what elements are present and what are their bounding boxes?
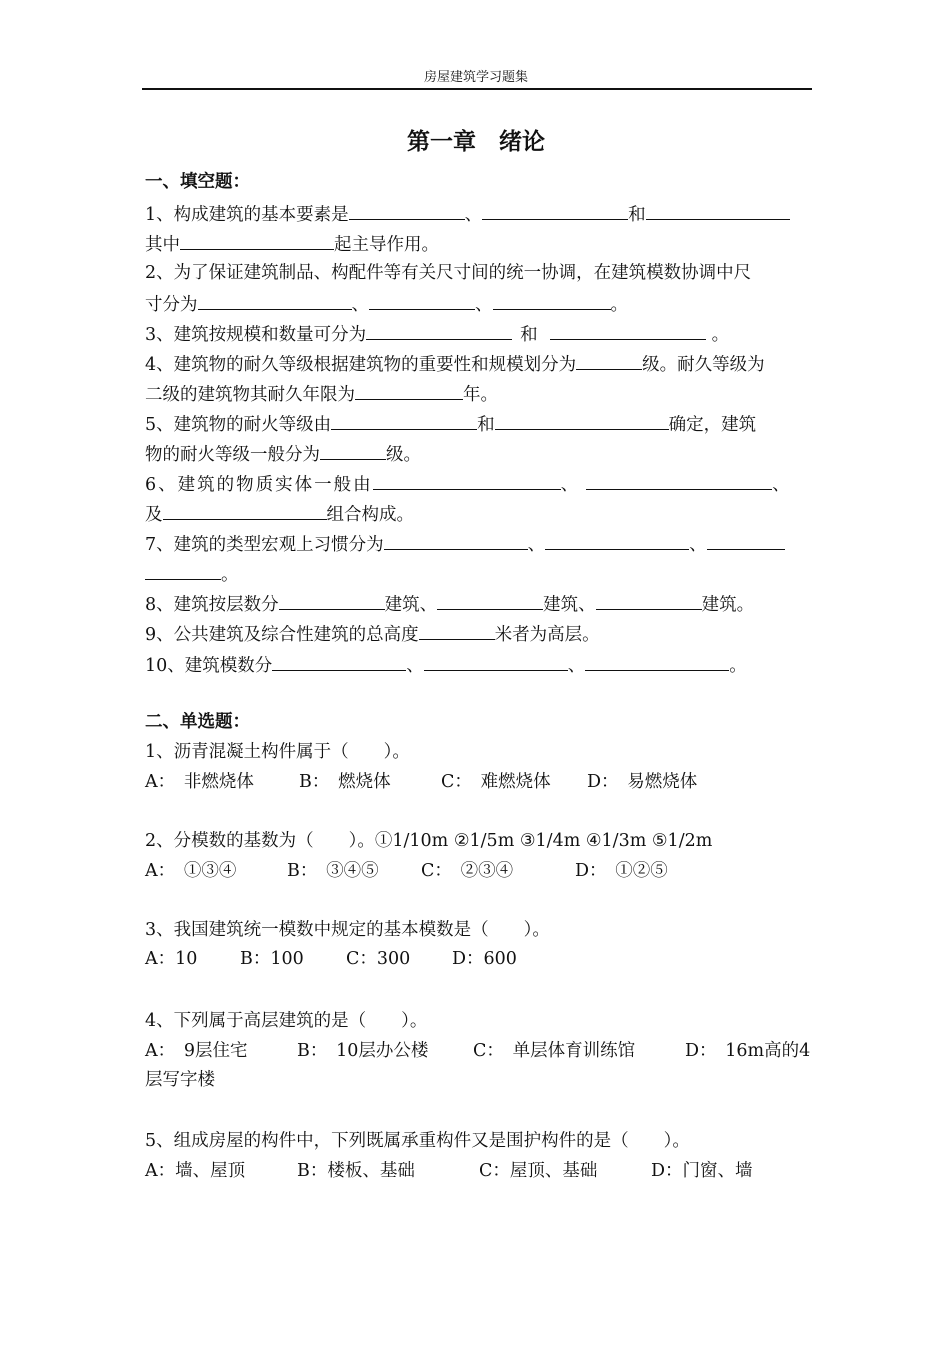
q4-text-a: 4、建筑物的耐久等级根据建筑物的重要性和规模划分为 xyxy=(145,355,577,375)
q4-text-b: 级。耐久等级为 xyxy=(642,355,765,375)
option-d: D：门窗、墙 xyxy=(651,1161,753,1181)
q2-text-c: 、 xyxy=(351,295,369,315)
q5-text-a: 5、建筑物的耐火等级由 xyxy=(145,415,332,435)
q6-text-d: 及 xyxy=(145,505,163,525)
q3-text-b: 和 xyxy=(520,325,538,345)
fill-question-4 xyxy=(145,351,765,377)
q1-text-e: 起主导作用。 xyxy=(334,235,439,255)
answer-blank xyxy=(355,381,463,400)
q9-text-a: 9、公共建筑及综合性建筑的总高度 xyxy=(145,625,419,645)
answer-blank xyxy=(366,321,512,340)
fill-question-10 xyxy=(145,652,747,678)
answer-blank xyxy=(550,321,706,340)
fill-question-1-cont xyxy=(145,231,439,257)
answer-blank xyxy=(373,471,561,490)
fill-question-1 xyxy=(145,201,790,227)
fill-question-3 xyxy=(145,321,729,347)
option-d: D： ①②⑤ xyxy=(575,861,668,881)
answer-blank xyxy=(384,531,528,550)
answer-blank xyxy=(585,652,729,671)
q7-text-b: 、 xyxy=(527,535,546,555)
answer-blank xyxy=(646,201,790,220)
q10-text-a: 10、建筑模数分 xyxy=(145,656,273,676)
fill-question-9 xyxy=(145,621,600,647)
q7-text-c: 、 xyxy=(689,535,707,555)
choice-question-4-cont: 层写字楼 xyxy=(145,1070,215,1090)
q2-text-a: 2、为了保证建筑制品、构配件等有关尺寸间的统一协调，在建筑模数协调中尺 xyxy=(145,263,752,283)
q4-text-c: 二级的建筑物其耐久年限为 xyxy=(145,385,355,405)
fill-question-2-cont xyxy=(145,291,628,317)
q1-text-a: 1、构成建筑的基本要素是 xyxy=(145,205,349,225)
option-b: B： 10层办公楼 xyxy=(297,1041,429,1061)
choice-options-3 xyxy=(145,947,517,971)
q8-text-c: 建筑、 xyxy=(543,595,596,615)
option-d: D：600 xyxy=(452,949,517,969)
q1-text-c: 和 xyxy=(628,205,646,225)
answer-blank xyxy=(424,652,568,671)
option-b: B： 燃烧体 xyxy=(299,772,391,792)
q5-text-b: 和 xyxy=(477,415,495,435)
answer-blank xyxy=(272,652,406,671)
q8-text-a: 8、建筑按层数分 xyxy=(145,595,279,615)
q3-text-a: 3、建筑按规模和数量可分为 xyxy=(145,325,367,345)
fill-question-4-cont xyxy=(145,381,498,407)
q1-text-d: 其中 xyxy=(145,235,180,255)
choice-section-heading: 二、单选题： xyxy=(145,712,250,732)
option-b: B：100 xyxy=(240,949,304,969)
answer-blank xyxy=(279,591,385,610)
q10-text-b: 、 xyxy=(406,656,424,676)
running-header: 房屋建筑学习题集 xyxy=(423,70,528,85)
answer-blank xyxy=(545,531,689,550)
choice-options-5 xyxy=(145,1159,753,1183)
answer-blank xyxy=(198,291,352,310)
answer-blank xyxy=(437,591,543,610)
fill-question-7-cont xyxy=(145,561,239,587)
q2-text-e: 。 xyxy=(610,295,628,315)
q7-text-d: 。 xyxy=(221,565,239,585)
q1-text-b: 、 xyxy=(464,205,483,225)
q9-text-b: 米者为高层。 xyxy=(494,625,600,645)
answer-blank xyxy=(707,531,785,550)
q6-text-b: 、 xyxy=(560,475,581,495)
header-rule xyxy=(142,88,812,90)
option-c: C： 单层体育训练馆 xyxy=(473,1041,636,1061)
q10-text-d: 。 xyxy=(729,656,747,676)
answer-blank xyxy=(495,411,669,430)
fill-section-heading: 一、填空题： xyxy=(145,172,250,192)
q8-text-d: 建筑。 xyxy=(701,595,755,615)
choice-question-4: 4、下列属于高层建筑的是（ ）。 xyxy=(145,1011,428,1031)
q6-text-e: 组合构成。 xyxy=(326,505,414,525)
answer-blank xyxy=(596,591,702,610)
q10-text-c: 、 xyxy=(567,656,586,676)
option-c: C：300 xyxy=(346,949,411,969)
answer-blank xyxy=(419,621,495,640)
q5-text-d: 物的耐火等级一般分为 xyxy=(145,445,320,465)
q7-text-a: 7、建筑的类型宏观上习惯分为 xyxy=(145,535,384,555)
q6-text-c: 、 xyxy=(772,475,792,495)
answer-blank xyxy=(576,351,642,370)
q6-text-a: 6、建筑的物质实体一般由 xyxy=(145,475,373,495)
option-c: C：屋顶、基础 xyxy=(479,1161,598,1181)
answer-blank xyxy=(349,201,465,220)
option-d: D： 易燃烧体 xyxy=(587,772,698,792)
answer-blank xyxy=(320,441,386,460)
answer-blank xyxy=(369,291,475,310)
q2-text-d: 、 xyxy=(475,295,493,315)
chapter-title: 第一章 绪论 xyxy=(407,128,545,155)
choice-question-2: 2、分模数的基数为（ ）。①1/10m ②1/5m ③1/4m ④1/3m ⑤1/2m xyxy=(145,831,713,851)
fill-question-2 xyxy=(145,261,751,285)
answer-blank xyxy=(163,501,327,520)
q2-text-b: 寸分为 xyxy=(145,295,198,315)
option-a: A： ①③④ xyxy=(145,861,237,881)
choice-question-1: 1、沥青混凝土构件属于（ ）。 xyxy=(145,742,410,762)
answer-blank xyxy=(586,471,772,490)
q5-text-c: 确定，建筑 xyxy=(668,415,757,435)
choice-options-1 xyxy=(145,770,697,794)
answer-blank xyxy=(331,411,477,430)
option-a: A：墙、屋顶 xyxy=(145,1161,246,1181)
choice-question-5: 5、组成房屋的构件中，下列既属承重构件又是围护构件的是（ ）。 xyxy=(145,1131,690,1151)
option-a: A：10 xyxy=(145,949,198,969)
option-d: D： 16m高的4 xyxy=(685,1041,811,1061)
answer-blank xyxy=(180,231,334,250)
option-a: A： 非燃烧体 xyxy=(145,772,254,792)
fill-question-6 xyxy=(145,471,792,497)
fill-question-6-cont xyxy=(145,501,414,527)
answer-blank xyxy=(145,561,221,580)
option-b: B： ③④⑤ xyxy=(287,861,379,881)
fill-question-5 xyxy=(145,411,756,437)
fill-question-8 xyxy=(145,591,754,617)
fill-question-5-cont xyxy=(145,441,421,467)
answer-blank xyxy=(482,201,628,220)
q5-text-e: 级。 xyxy=(386,445,421,465)
answer-blank xyxy=(493,291,611,310)
q4-text-d: 年。 xyxy=(463,385,498,405)
option-c: C： ②③④ xyxy=(421,861,514,881)
option-c: C： 难燃烧体 xyxy=(441,772,551,792)
q3-text-c: 。 xyxy=(711,325,730,345)
fill-question-7 xyxy=(145,531,785,557)
option-b: B：楼板、基础 xyxy=(297,1161,415,1181)
q8-text-b: 建筑、 xyxy=(384,595,438,615)
choice-options-4 xyxy=(145,1039,810,1063)
option-a: A： 9层住宅 xyxy=(145,1041,248,1061)
choice-question-3: 3、我国建筑统一模数中规定的基本模数是（ ）。 xyxy=(145,920,550,940)
choice-options-2 xyxy=(145,859,668,883)
